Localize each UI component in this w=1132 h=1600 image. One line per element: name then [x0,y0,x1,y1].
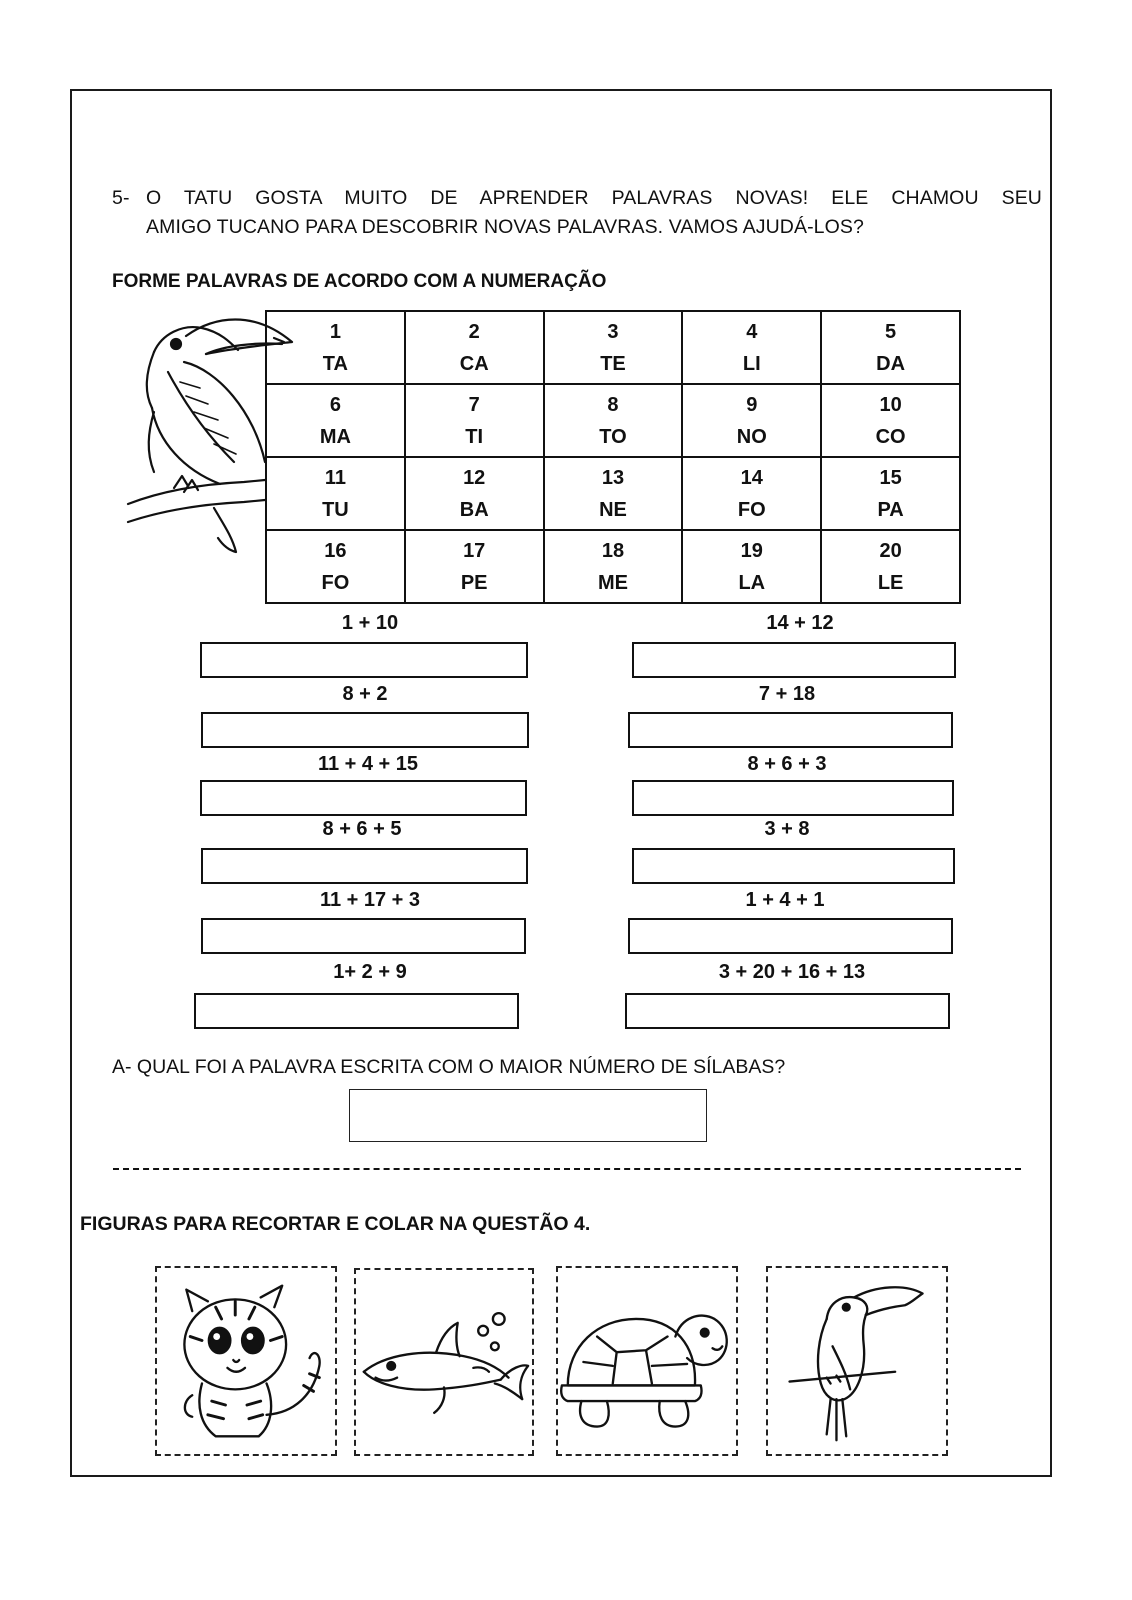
syllable-number: 8 [607,393,619,416]
syllable-text: LI [742,352,761,375]
syllable-text: PA [877,498,904,521]
instruction-heading: FORME PALAVRAS DE ACORDO COM A NUMERAÇÃO [112,271,607,292]
syllable-table [265,310,961,604]
syllable-cell [266,311,405,384]
syllable-number: 18 [601,539,625,562]
exercise-label: 11 + 17 + 3 [319,889,421,911]
cutouts-heading: FIGURAS PARA RECORTAR E COLAR NA QUESTÃO 4. [80,1213,591,1235]
exercise-label: 1 + 4 + 1 [745,889,825,911]
syllable-number: 17 [463,539,486,562]
syllable-number: 13 [601,466,625,489]
answer-box[interactable] [632,780,954,816]
answer-box-question-a[interactable] [349,1089,707,1142]
syllable-cell [682,530,821,603]
syllable-text: TE [600,352,626,375]
answer-box[interactable] [632,642,956,678]
question-line-2: AMIGO TUCANO PARA DESCOBRIR NOVAS PALAVRAS. VAMOS AJUDÁ-LOS? [146,216,864,238]
shark-icon [356,1270,532,1454]
syllable-cell [821,457,960,530]
cutout-shark [354,1268,534,1456]
tiger-icon [157,1268,335,1454]
syllable-cell [266,530,405,603]
syllable-row [266,530,960,603]
answer-box[interactable] [632,848,955,884]
cutout-toucan [766,1266,948,1456]
syllable-cell [544,384,683,457]
syllable-text: TO [599,425,627,448]
exercise-label: 14 + 12 [766,612,834,634]
syllable-text: FO [321,571,350,594]
syllable-number: 4 [746,320,758,343]
syllable-cell [682,457,821,530]
syllable-number: 14 [740,466,763,489]
exercise-label: 11 + 4 + 15 [317,753,419,775]
question-number: 5- [112,187,130,209]
syllable-text: TA [322,352,348,375]
syllable-number: 6 [329,393,341,416]
exercise-label: 8 + 6 + 5 [322,818,402,840]
answer-box[interactable] [201,848,528,884]
syllable-row [266,384,960,457]
exercise-label: 8 + 6 + 3 [747,753,827,775]
syllable-cell [821,530,960,603]
syllable-cell [544,530,683,603]
cutout-tiger [155,1266,337,1456]
syllable-text: CA [459,352,489,375]
syllable-cell [682,311,821,384]
exercise-label: 3 + 20 + 16 + 13 [718,961,866,983]
syllable-number: 1 [329,320,341,343]
syllable-text: CO [875,425,906,448]
syllable-cell [544,457,683,530]
syllable-number: 10 [879,393,902,416]
syllable-row [266,311,960,384]
syllable-number: 15 [879,466,902,489]
turtle-icon [558,1268,736,1454]
answer-box[interactable] [200,780,527,816]
syllable-text: NO [736,425,767,448]
syllable-text: DA [876,352,906,375]
syllable-number: 5 [885,320,897,343]
answer-box[interactable] [628,712,953,748]
answer-box[interactable] [628,918,953,954]
exercise-label: 1 + 10 [341,612,399,634]
syllable-cell [266,457,405,530]
toucan-icon [768,1268,946,1454]
syllable-text: LA [738,571,766,594]
question-line-1: O TATU GOSTA MUITO DE APRENDER PALAVRAS NOVAS! ELE CHAMOU SEU [146,187,1042,209]
syllable-cell [405,457,544,530]
syllable-row [266,457,960,530]
syllable-cell [544,311,683,384]
syllable-number: 2 [468,320,480,343]
syllable-text: FO [737,498,766,521]
answer-box[interactable] [201,712,529,748]
syllable-number: 3 [607,320,619,343]
answer-box[interactable] [201,918,526,954]
syllable-number: 20 [879,539,902,562]
syllable-text: MA [319,425,351,448]
exercise-label: 3 + 8 [764,818,810,840]
syllable-number: 19 [740,539,763,562]
answer-box[interactable] [194,993,519,1029]
syllable-cell [405,384,544,457]
syllable-text: NE [599,498,627,521]
question-a: A- QUAL FOI A PALAVRA ESCRITA COM O MAIOR NÚMERO DE SÍLABAS? [112,1056,786,1078]
syllable-number: 16 [324,539,347,562]
syllable-cell [821,384,960,457]
answer-box[interactable] [200,642,528,678]
syllable-number: 11 [324,466,346,489]
syllable-cell [682,384,821,457]
syllable-number: 12 [463,466,486,489]
syllable-cell [405,311,544,384]
syllable-text: ME [597,571,628,594]
syllable-cell [266,384,405,457]
syllable-text: PE [460,571,488,594]
cut-line-divider [113,1168,1021,1170]
exercise-label: 1+ 2 + 9 [333,961,407,983]
syllable-text: TU [322,498,349,521]
exercise-label: 7 + 18 [758,683,816,705]
answer-box[interactable] [625,993,950,1029]
syllable-number: 9 [746,393,758,416]
syllable-cell [405,530,544,603]
syllable-text: BA [459,498,489,521]
syllable-text: LE [877,571,904,594]
cutout-turtle [556,1266,738,1456]
syllable-cell [821,311,960,384]
syllable-text: TI [465,425,484,448]
exercise-label: 8 + 2 [342,683,388,705]
syllable-number: 7 [468,393,480,416]
